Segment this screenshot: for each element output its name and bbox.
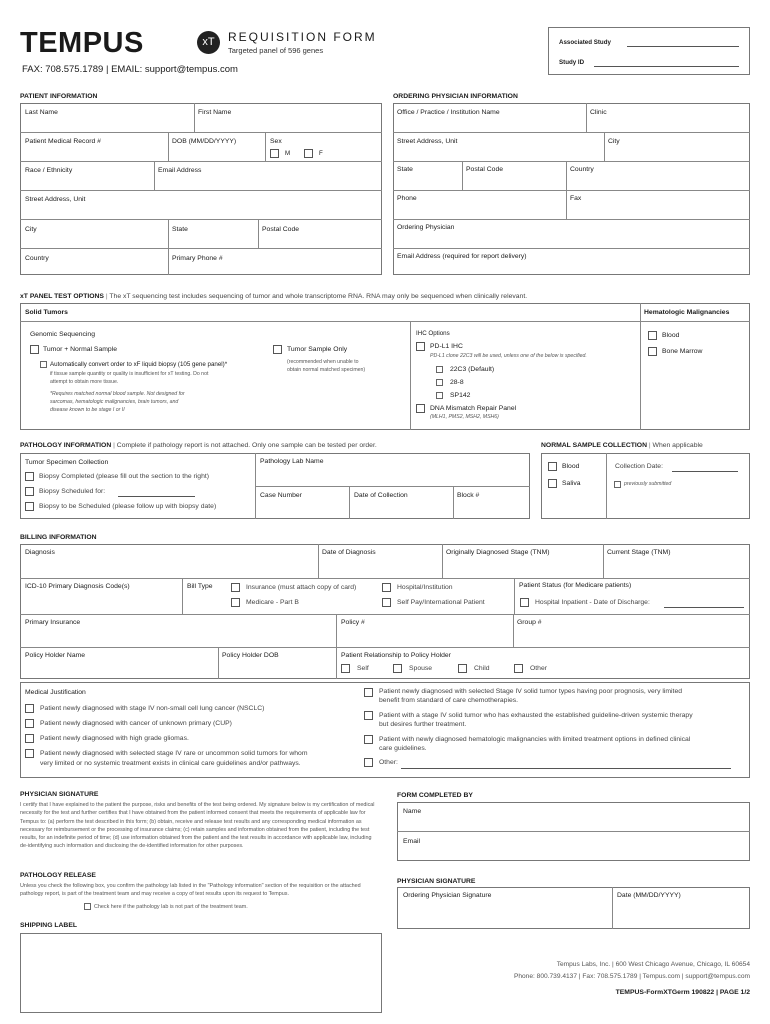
sex-m-checkbox[interactable] <box>270 149 279 158</box>
policy-number[interactable]: Policy # <box>341 619 365 626</box>
other-checkbox[interactable] <box>364 758 373 767</box>
rel-child-checkbox[interactable] <box>458 664 467 673</box>
form-subtitle: Targeted panel of 596 genes <box>228 46 324 55</box>
insurance-checkbox[interactable] <box>231 583 240 592</box>
j7b-label: care guidelines. <box>379 745 427 752</box>
patient-box <box>20 103 382 275</box>
study-box <box>548 27 750 75</box>
rel-other-label: Other <box>530 665 547 672</box>
j6b-label: but desires further treatment. <box>379 721 467 728</box>
physician-office[interactable]: Office / Practice / Institution Name <box>397 109 500 116</box>
footer-form-id: TEMPUS-FormXTGerm 190822 | PAGE 1/2 <box>615 989 750 996</box>
physician-email[interactable]: Email Address (required for report delivery) <box>397 253 527 260</box>
normal-sample-heading-note: When applicable <box>652 442 703 449</box>
policy-holder-name[interactable]: Policy Holder Name <box>25 652 86 659</box>
inpatient-label: Hospital Inpatient - Date of Discharge: <box>535 599 650 606</box>
form-completed-heading: FORM COMPLETED BY <box>397 792 473 799</box>
biopsy-to-be-scheduled-label: Biopsy to be Scheduled (please follow up with biopsy date) <box>39 503 217 510</box>
j7-checkbox[interactable] <box>364 735 373 744</box>
diagnosis[interactable]: Diagnosis <box>25 549 55 556</box>
discharge-date-field[interactable] <box>664 607 744 608</box>
pathology-release-checkbox[interactable] <box>84 903 91 910</box>
j1-checkbox[interactable] <box>25 704 34 713</box>
medicare-checkbox[interactable] <box>231 598 240 607</box>
group-number[interactable]: Group # <box>517 619 542 626</box>
normal-sample-heading: NORMAL SAMPLE COLLECTION <box>541 442 647 449</box>
tumor-only-checkbox[interactable] <box>273 345 282 354</box>
j4-checkbox[interactable] <box>25 749 34 758</box>
288-checkbox[interactable] <box>436 379 443 386</box>
completed-by-name[interactable]: Name <box>403 808 422 815</box>
panel-heading-note: The xT sequencing test includes sequencing of tumor and whole transcriptome RNA. RNA may only be sequenced when clinically relevant. <box>109 293 528 300</box>
rel-other-checkbox[interactable] <box>514 664 523 673</box>
sex-f-checkbox[interactable] <box>304 149 313 158</box>
mmr-checkbox[interactable] <box>416 404 425 413</box>
other-field[interactable] <box>401 768 731 769</box>
patient-heading: PATIENT INFORMATION <box>20 93 98 100</box>
collection-date-field[interactable] <box>672 471 738 472</box>
auto-convert-note-1: if tissue sample quantity or quality is insufficient for xT testing. Do not <box>50 371 209 377</box>
logo-text: TEMPUS <box>20 27 144 59</box>
288-label: 28-8 <box>450 379 464 386</box>
heme-blood-label: Blood <box>662 332 680 339</box>
previously-submitted-label: previously submitted <box>624 481 672 487</box>
j5-checkbox[interactable] <box>364 688 373 697</box>
normal-sample-heading-row: NORMAL SAMPLE COLLECTION | When applicable <box>541 442 703 449</box>
tempus-logo <box>20 27 144 60</box>
biopsy-to-be-scheduled-checkbox[interactable] <box>25 502 34 511</box>
rel-spouse-checkbox[interactable] <box>393 664 402 673</box>
collection-date-label: Collection Date: <box>615 463 663 470</box>
patient-status-label: Patient Status (for Medicare patients) <box>519 582 632 589</box>
j3-checkbox[interactable] <box>25 734 34 743</box>
normal-blood-checkbox[interactable] <box>548 462 557 471</box>
pdl1-note: PD-L1 clone 22C3 will be used, unless one of the below is specified. <box>430 353 587 359</box>
pathology-heading-note: Complete if pathology report is not attached. Only one sample can be tested per order. <box>116 442 377 449</box>
j5a-label: Patient newly diagnosed with selected Stage IV solid tumor types having poor prognosis, very limited <box>379 688 683 695</box>
heme-blood-checkbox[interactable] <box>648 331 657 340</box>
pathology-release-heading: PATHOLOGY RELEASE <box>20 872 96 879</box>
tumor-only-note-1: (recommended when unable to <box>287 359 359 365</box>
footer-address: Tempus Labs, Inc. | 600 West Chicago Avenue, Chicago, IL 60654 <box>556 961 750 968</box>
justification-heading: Medical Justification <box>25 689 86 696</box>
bone-marrow-label: Bone Marrow <box>662 348 703 355</box>
normal-blood-label: Blood <box>562 463 580 470</box>
icd-codes[interactable]: ICD-10 Primary Diagnosis Code(s) <box>25 583 130 590</box>
physician-state[interactable]: State <box>397 166 413 173</box>
req-note-1: *Requires matched normal blood sample. Not designed for <box>50 391 185 397</box>
self-pay-checkbox[interactable] <box>382 598 391 607</box>
patient-first-name[interactable]: First Name <box>198 109 232 116</box>
associated-study-field[interactable] <box>627 46 739 47</box>
xt-badge: xT <box>197 31 220 54</box>
biopsy-scheduled-checkbox[interactable] <box>25 487 34 496</box>
medicare-label: Medicare - Part B <box>246 599 299 606</box>
physician-clinic[interactable]: Clinic <box>590 109 607 116</box>
date-of-collection[interactable]: Date of Collection <box>354 492 408 499</box>
physician-city[interactable]: City <box>608 138 620 145</box>
j4b-label: very limited or no systemic treatment exists in clinical care guidelines and/or pathways. <box>40 760 301 767</box>
policy-holder-dob[interactable]: Policy Holder DOB <box>222 652 279 659</box>
physician-postal[interactable]: Postal Code <box>466 166 504 173</box>
physician-signature-heading-2: PHYSICIAN SIGNATURE <box>397 878 476 885</box>
billing-heading: BILLING INFORMATION <box>20 534 97 541</box>
j1-label: Patient newly diagnosed with stage IV non-small cell lung cancer (NSCLC) <box>40 705 265 712</box>
patient-last-name[interactable]: Last Name <box>25 109 58 116</box>
patient-postal[interactable]: Postal Code <box>262 226 300 233</box>
22c3-checkbox[interactable] <box>436 366 443 373</box>
j5b-label: benefit from standard of care chemotherapies. <box>379 697 519 704</box>
tumor-only-label: Tumor Sample Only <box>287 346 348 353</box>
self-pay-label: Self Pay/International Patient <box>397 599 485 606</box>
other-label: Other: <box>379 759 398 766</box>
pdl1-checkbox[interactable] <box>416 342 425 351</box>
j7a-label: Patient with newly diagnosed hematologic malignancies with limited treatment options in defined clinical <box>379 736 691 743</box>
current-stage[interactable]: Current Stage (TNM) <box>607 549 671 556</box>
patient-phone[interactable]: Primary Phone # <box>172 255 223 262</box>
completed-by-email[interactable]: Email <box>403 838 420 845</box>
specimen-collection-label: Tumor Specimen Collection <box>25 459 109 466</box>
study-id-field[interactable] <box>594 66 739 67</box>
insurance-label: Insurance (must attach copy of card) <box>246 584 357 591</box>
heme-label: Hematologic Malignancies <box>644 309 730 316</box>
patient-street[interactable]: Street Address, Unit <box>25 196 86 203</box>
patient-country[interactable]: Country <box>25 255 49 262</box>
bill-type-label: Bill Type <box>187 583 213 590</box>
pathology-heading: PATHOLOGY INFORMATION <box>20 442 112 449</box>
saliva-label: Saliva <box>562 480 581 487</box>
tumor-normal-label: Tumor + Normal Sample <box>43 346 117 353</box>
patient-dob[interactable]: DOB (MM/DD/YYYY) <box>172 138 237 145</box>
auto-convert-label: Automatically convert order to xF liquid biopsy (105 gene panel)* <box>50 361 228 368</box>
tumor-only-note-2: obtain normal matched specimen) <box>287 367 366 373</box>
ihc-label: IHC Options <box>416 330 450 337</box>
patient-city[interactable]: City <box>25 226 37 233</box>
mmr-note: (MLH1, PMS2, MSH2, MSH6) <box>430 414 499 420</box>
rel-child-label: Child <box>474 665 490 672</box>
sex-f-label: F <box>319 150 323 157</box>
physician-phone[interactable]: Phone <box>397 195 417 202</box>
j3-label: Patient newly diagnosed with high grade gliomas. <box>40 735 189 742</box>
auto-convert-checkbox[interactable] <box>40 361 47 368</box>
footer-contact: Phone: 800.739.4137 | Fax: 708.575.1789 | Tempus.com | support@tempus.com <box>513 973 750 980</box>
physician-signature-heading: PHYSICIAN SIGNATURE <box>20 791 99 798</box>
primary-insurance[interactable]: Primary Insurance <box>25 619 81 626</box>
biopsy-completed-label: Biopsy Completed (please fill out the section to the right) <box>39 473 210 480</box>
patient-email[interactable]: Email Address <box>158 167 202 174</box>
shipping-label-heading: SHIPPING LABEL <box>20 922 78 929</box>
solid-tumors-label: Solid Tumors <box>25 309 68 316</box>
patient-race[interactable]: Race / Ethnicity <box>25 167 73 174</box>
sp142-checkbox[interactable] <box>436 392 443 399</box>
biopsy-scheduled-date-field[interactable] <box>118 496 195 497</box>
22c3-label: 22C3 (Default) <box>450 366 495 373</box>
patient-mrn[interactable]: Patient Medical Record # <box>25 138 101 145</box>
panel-heading-row: xT PANEL TEST OPTIONS | The xT sequencing test includes sequencing of tumor and whole transcriptome RNA. RNA may only be sequenced when clinically relevant. <box>20 293 528 300</box>
physician-box <box>393 103 750 275</box>
pathology-heading-row: PATHOLOGY INFORMATION | Complete if pathology report is not attached. Only one sample can be tested per order. <box>20 442 377 449</box>
rel-self-checkbox[interactable] <box>341 664 350 673</box>
j6-checkbox[interactable] <box>364 711 373 720</box>
block-number[interactable]: Block # <box>457 492 480 499</box>
sex-m-label: M <box>285 150 291 157</box>
genomic-label: Genomic Sequencing <box>30 331 95 338</box>
patient-state[interactable]: State <box>172 226 188 233</box>
shipping-label-box <box>20 933 382 1013</box>
physician-heading: ORDERING PHYSICIAN INFORMATION <box>393 93 518 100</box>
j2-checkbox[interactable] <box>25 719 34 728</box>
physician-fax[interactable]: Fax <box>570 195 582 202</box>
j2-label: Patient newly diagnosed with cancer of unknown primary (CUP) <box>40 720 232 727</box>
relationship-label: Patient Relationship to Policy Holder <box>341 652 451 659</box>
previously-submitted-checkbox[interactable] <box>614 481 621 488</box>
rel-self-label: Self <box>357 665 369 672</box>
bone-marrow-checkbox[interactable] <box>648 347 657 356</box>
inpatient-checkbox[interactable] <box>520 598 529 607</box>
req-note-2: sarcomas, hematologic malignancies, brain tumors, and <box>50 399 179 405</box>
biopsy-completed-checkbox[interactable] <box>25 472 34 481</box>
physician-country[interactable]: Country <box>570 166 594 173</box>
form-title: REQUISITION FORM <box>228 30 377 44</box>
ordering-physician-signature[interactable]: Ordering Physician Signature <box>403 892 492 899</box>
physician-street[interactable]: Street Address, Unit <box>397 138 458 145</box>
rel-spouse-label: Spouse <box>409 665 433 672</box>
sp142-label: SP142 <box>450 392 471 399</box>
saliva-checkbox[interactable] <box>548 479 557 488</box>
auto-convert-note-2: attempt to obtain more tissue. <box>50 379 119 385</box>
physician-ordering[interactable]: Ordering Physician <box>397 224 455 231</box>
certification-text: I certify that I have explained to the patient the purpose, risks and benefits of the test being ordered. My signature below is my certification of medical necessity for the test and further certifies that I have obtained from the patient informed consent that meets the requirements of applicable law for Tempus to: (a) perform the test described in this form; (b) obtain, receive and release test results and any corresponding medical information as necessary for reimbursement or the processing of insurance claims; (c) retain samples and information obtained from the patient, including the test results, for an indefinite period of time; (d) use information obtained from the patient and the test results in accordance with applicable law, including de-identifying such information and disclosing the de-identified information for other purposes. <box>20 802 375 850</box>
pathology-lab-name[interactable]: Pathology Lab Name <box>260 458 324 465</box>
date-of-diagnosis[interactable]: Date of Diagnosis <box>322 549 376 556</box>
case-number[interactable]: Case Number <box>260 492 302 499</box>
pdl1-label: PD-L1 IHC <box>430 343 463 350</box>
mmr-label: DNA Mismatch Repair Panel <box>430 405 517 412</box>
hospital-checkbox[interactable] <box>382 583 391 592</box>
tumor-normal-checkbox[interactable] <box>30 345 39 354</box>
panel-heading: xT PANEL TEST OPTIONS <box>20 293 104 300</box>
j4a-label: Patient newly diagnosed with selected stage IV rare or uncommon solid tumors for whom <box>40 750 308 757</box>
original-stage[interactable]: Originally Diagnosed Stage (TNM) <box>446 549 550 556</box>
associated-study-label: Associated Study <box>559 39 611 46</box>
biopsy-scheduled-label: Biopsy Scheduled for: <box>39 488 106 495</box>
patient-sex-label: Sex <box>270 138 282 145</box>
study-id-label: Study ID <box>559 59 585 66</box>
pathology-release-text: Unless you check the following box, you confirm the pathology lab listed in the "Pathology information" section of the requisition or the attached pathology report, is part of the treatment team and may receive a copy of test results upon its request to Tempus. <box>20 883 361 898</box>
j6a-label: Patient with a stage IV solid tumor who has exhausted the established guideline-driven systemic therapy <box>379 712 693 719</box>
hospital-label: Hospital/Institution <box>397 584 453 591</box>
req-note-3: disease known to be stage I or II <box>50 407 125 413</box>
pathology-release-check-label: Check here if the pathology lab is not part of the treatment team. <box>94 904 248 910</box>
signature-date[interactable]: Date (MM/DD/YYYY) <box>617 892 681 899</box>
contact-line: FAX: 708.575.1789 | EMAIL: support@tempus.com <box>22 64 238 75</box>
